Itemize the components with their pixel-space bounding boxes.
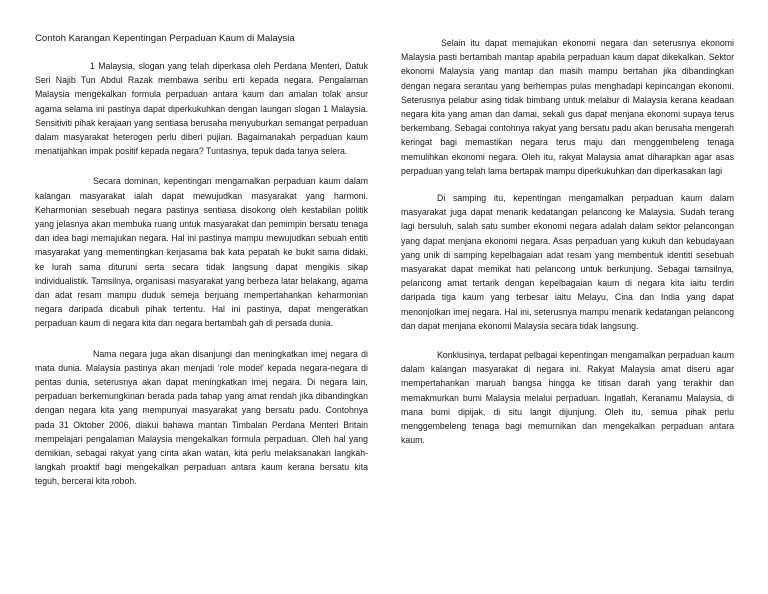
paragraph-national-image: Nama negara juga akan disanjungi dan meningkatkan imej negara di mata dunia. Malaysia pastinya akan menjadi ‘role model’ kepada negara-negara di pentas dunia, seterusnya akan dapat meningkatkan imej negara. Di negara lain, perpaduan berkemungkinan berada pada tahap yang amat rendah jika dibandingkan dengan negara kita yang mempunyai masyarakat yang bersatu padu. Contohnya pada 31 Oktober 2006, diakui bahawa mantan Timbalan Perdana Menteri Britain mempelajari pengalaman Malaysia mengekalkan formula perpaduan. Oleh hal yang demikian, sebagai rakyat yang cinta akan watan, kita perlu melaksanakan langkah-langkah proaktif bagi mengekalkan perpaduan antara kaum kerana bersatu kita teguh, bercerai kita roboh. xyxy=(35,348,368,487)
document-title: Contoh Karangan Kepentingan Perpaduan Kaum di Malaysia xyxy=(35,33,295,44)
paragraph-introduction: 1 Malaysia, slogan yang telah diperkasa oleh Perdana Menteri, Datuk Seri Najib Tun Abdul Razak membawa seribu erti kepada negara. Pengalaman Malaysia mengekalkan formula perpaduan antara kaum dan amalan tolak ansur agama selama ini pastinya dapat diperkukuhkan dengan laungan slogan 1 Malaysia. Sensitiviti pihak kerajaan yang sentiasa berusaha menyuburkan semangat perpaduan dalam masyarakat heterogen perlu diberi pujian. Bagaimanakah perpaduan kaum menatijahkan impak positif kepada negara? Tuntasnya, tepuk dada tanya selera. xyxy=(35,61,368,157)
paragraph-conclusion: Konklusinya, terdapat pelbagai kepentingan mengamalkan perpaduan kaum dalam kalangan masyarakat di negara ini. Rakyat Malaysia amat diseru agar mempertahankan maruah bangsa hingga ke titisan darah yang terakhir dan memakmurkan bumi Malaysia melalui perpaduan. Ingatlah, Keranamu Malaysia, di mana bumi dipijak, di situ langit dijunjung. Oleh itu, semua pihak perlu menggembeleng tenaga bagi memurnikan dan mengekalkan perpaduan antara kaum. xyxy=(401,350,734,446)
paragraph-tourism: Di samping itu, kepentingan mengamalkan perpaduan kaum dalam masyarakat juga dapat menarik kedatangan pelancong ke Malaysia. Sudah terang lagi bersuluh, salah satu sumber ekonomi negara adalah dalam sektor pelancongan yang dapat menjana ekonomi negara. Asas perpaduan yang kukuh dan kebudayaan yang unik di samping kepelbagaian adat resam yang membentuk identiti sesebuah masyarakat dapat memikat hati pelancong untuk berkunjung. Sebagai tamsilnya, pelancong amat tertarik dengan kepelbagaian kaum di negara kita iaitu terdiri daripada tiga kaum yang terbesar iaitu Melayu, Cina dan India yang dapat menonjolkan imej negara. Hal ini, seterusnya mampu menarik kedatangan pelancong dan dapat menjana ekonomi Malaysia secara tidak langsung. xyxy=(401,193,734,331)
paragraph-harmony: Secara dominan, kepentingan mengamalkan perpaduan kaum dalam kalangan masyarakat ialah dapat mewujudkan masyarakat yang harmoni. Keharmonian sesebuah negara pastinya sentiasa disokong oleh kestabilan politik yang jelasnya akan membuka ruang untuk masyarakat dan pemimpin bersatu tenaga dan idea bagi memajukan negara. Hal ini pastinya mampu mewujudkan sebuah entiti masyarakat yang mementingkan kerjasama bak kata pepatah ke bukit sama didaki, ke lurah sama dituruni serta secara tidak langsung dapat mengikis sikap individualistik. Tamsilnya, organisasi masyarakat yang berbeza latar belakang, agama dan adat resam mampu duduk semeja berjuang mempertahankan keharmonian negara daripada dicabuli pihak tertentu. Hal ini pastinya, dapat mengeratkan perpaduan kaum di negara kita dan negara bertambah gah di persada dunia. xyxy=(35,176,368,329)
left-column xyxy=(35,33,368,489)
right-column xyxy=(401,36,734,447)
paragraph-economy: Selain itu dapat memajukan ekonomi negara dan seterusnya ekonomi Malaysia pasti bertambah mantap apabila perpaduan kaum dapat dikekalkan. Sektor ekonomi Malaysia yang mantap dan masih mampu bertahan jika dibandingkan dengan negara serantau yang berhempas pulas menghadapi kepincangan ekonomi. Seterusnya pelabur asing tidak bimbang untuk melabur di Malaysia kerana keadaan negara kita yang aman dan damai, sekali gus dapat menjana ekonomi supaya terus berkembang. Sebagai contohnya rakyat yang bersatu padu akan berusaha mengerah keringat bagi memastikan negara terus maju dan menggembeleng tenaga memulihkan ekonomi negara. Oleh itu, rakyat Malaysia amat diharapkan agar asas perpaduan yang telah lama bertapak mampu diperkukuhkan dan diperkasakan lagi xyxy=(401,38,734,176)
